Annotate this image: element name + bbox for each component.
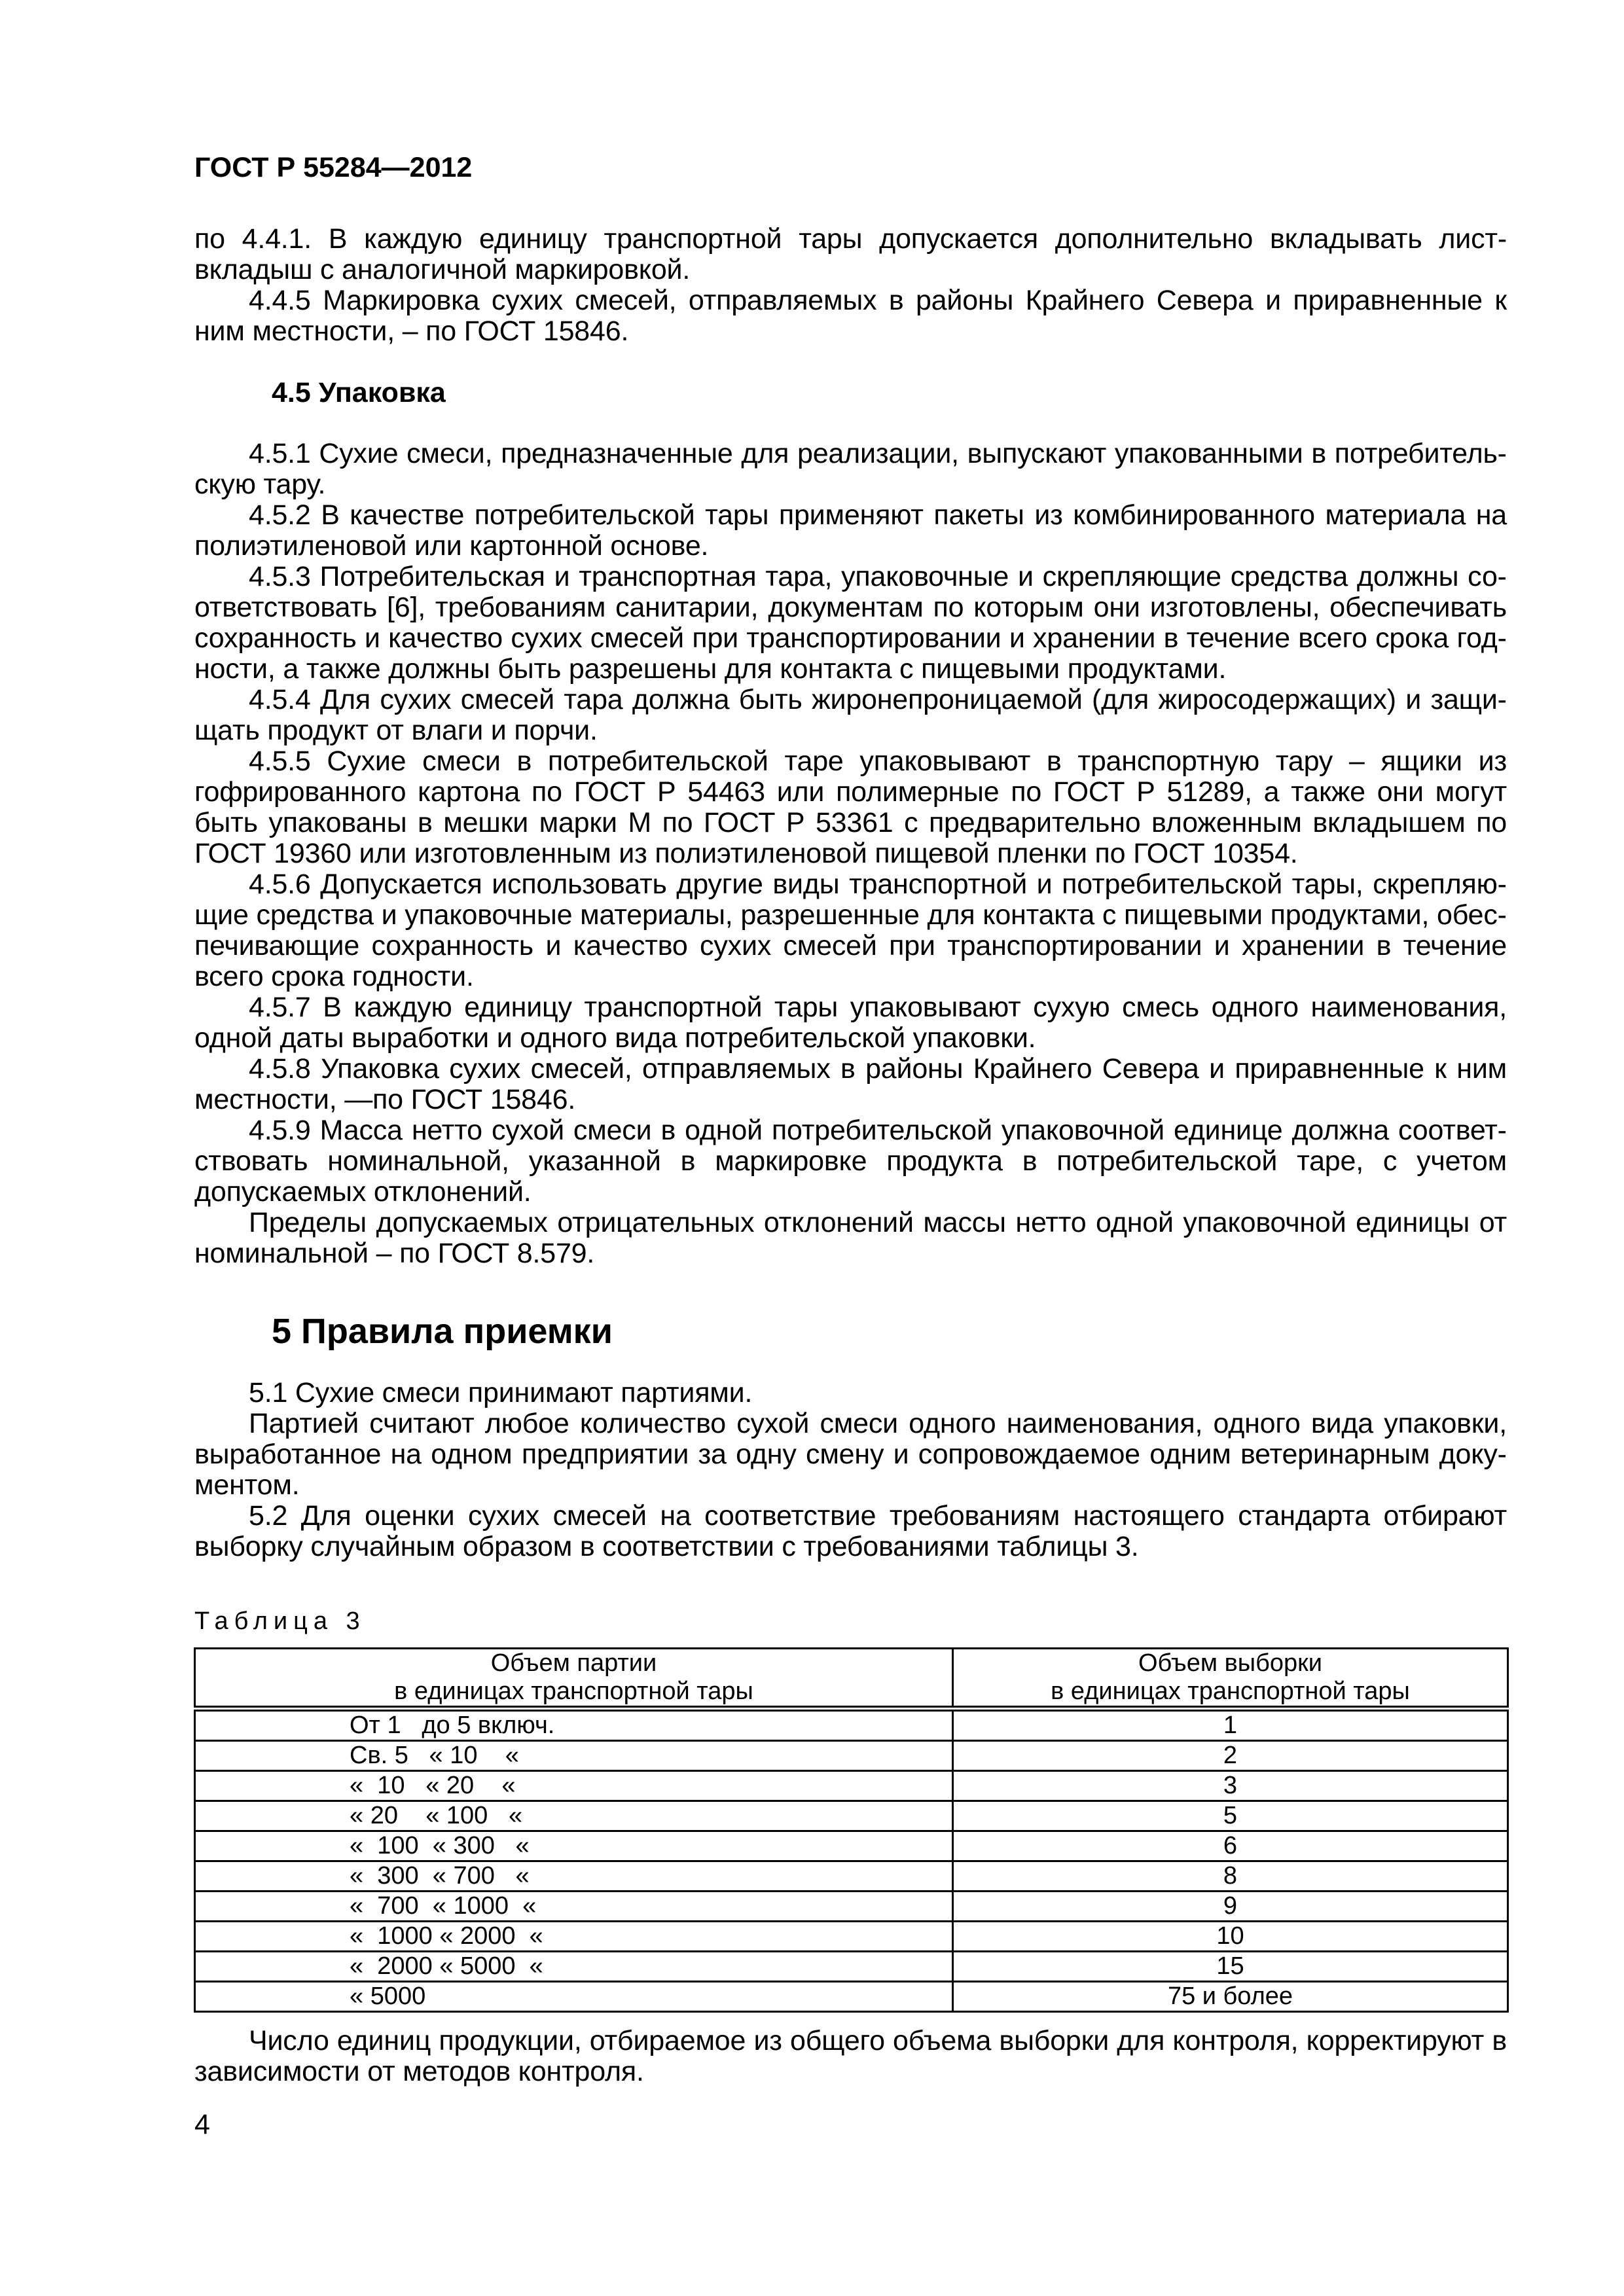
- paragraph-4-4-4-continuation: по 4.4.1. В каждую единицу транспортной тары допускается дополнительно вкладывать лист-вкладыш с аналогичной маркировкой.: [194, 223, 1507, 285]
- sample-size-cell: 3: [953, 1771, 1508, 1801]
- table-row: [195, 1922, 1508, 1952]
- column-header-sample-volume: [953, 1649, 1508, 1709]
- paragraph-4-5-9: 4.5.9 Масса нетто сухой смеси в одной потребительской упаковочной единице должна соответствовать номинальной, указанной в маркировке продукта в потребительской таре, с учетом допускаемых отклонений.: [194, 1115, 1507, 1208]
- table-row: [195, 1982, 1508, 2012]
- table-3-sampling: [194, 1647, 1509, 2013]
- page-number: 4: [194, 2109, 210, 2140]
- batch-range-cell: « 700 « 1000 «: [195, 1892, 953, 1922]
- paragraph-4-4-5: 4.4.5 Маркировка сухих смесей, отправляемых в районы Крайнего Севера и приравненные к ним местности, – по ГОСТ 15846.: [194, 285, 1507, 347]
- closing-block: [194, 2026, 1507, 2087]
- header-line: Объем партии: [490, 1649, 657, 1677]
- header-line: в единицах транспортной тары: [394, 1677, 753, 1705]
- batch-range-cell: « 5000: [195, 1982, 953, 2012]
- section-heading-5: 5 Правила приемки: [272, 1312, 613, 1351]
- batch-range-cell: « 20 « 100 «: [195, 1801, 953, 1831]
- table-caption: Таблица 3: [194, 1607, 366, 1635]
- batch-range-cell: « 2000 « 5000 «: [195, 1952, 953, 1982]
- sample-size-cell: 10: [953, 1922, 1508, 1952]
- batch-range-cell: « 300 « 700 «: [195, 1861, 953, 1892]
- header-line: в единицах транспортной тары: [1051, 1677, 1410, 1705]
- sample-size-cell: 75 и более: [953, 1982, 1508, 2012]
- paragraph-4-5-4: 4.5.4 Для сухих смесей тара должна быть жиронепроницаемой (для жиросодержащих) и защищать продукт от влаги и порчи.: [194, 684, 1507, 746]
- batch-range-cell: Св. 5 « 10 «: [195, 1741, 953, 1771]
- continuation-block: [194, 224, 1507, 347]
- sample-size-cell: 6: [953, 1831, 1508, 1861]
- paragraph-mass-tolerance: Пределы допускаемых отрицательных отклонений массы нетто одной упаковочной единицы от номинальной – по ГОСТ 8.579.: [194, 1207, 1507, 1269]
- sample-size-cell: 2: [953, 1741, 1508, 1771]
- document-code-header: ГОСТ Р 55284—2012: [194, 152, 473, 183]
- table-row: [195, 1741, 1508, 1771]
- paragraph-4-5-5: 4.5.5 Сухие смеси в потребительской таре упаковывают в транспортную тару – ящики из гофрированного картона по ГОСТ Р 54463 или полимерные по ГОСТ Р 51289, а также они могут быть упакованы в мешки марки М по ГОСТ Р 53361 с предварительно вложенным вкладышем по ГОСТ 19360 или изготовленным из полиэтиленовой пищевой пленки по ГОСТ 10354.: [194, 745, 1507, 869]
- table-row: [195, 1892, 1508, 1922]
- section-5-body: [194, 1378, 1507, 1562]
- batch-range-cell: « 10 « 20 «: [195, 1771, 953, 1801]
- paragraph-5-2: 5.2 Для оценки сухих смесей на соответствие требованиям настоящего стандарта отбирают выборку случайным образом в соответствии с требованиями таблицы 3.: [194, 1500, 1507, 1562]
- paragraph-4-5-3: 4.5.3 Потребительская и транспортная тара, упаковочные и скрепляющие средства должны соответствовать [6], требованиям санитарии, документам по которым они изготовлены, обеспечивать сохранность и качество сухих смесей при транспортировании и хранении в течение всего срока годности, а также должны быть разрешены для контакта с пищевыми продуктами.: [194, 561, 1507, 685]
- paragraph-4-5-7: 4.5.7 В каждую единицу транспортной тары упаковывают сухую смесь одного наименования, одной даты выработки и одного вида потребительской упаковки.: [194, 992, 1507, 1054]
- header-line: Объем выборки: [1138, 1649, 1322, 1677]
- column-header-batch-volume: [195, 1649, 953, 1709]
- sample-size-cell: 1: [953, 1709, 1508, 1741]
- sample-size-cell: 5: [953, 1801, 1508, 1831]
- table-row: [195, 1861, 1508, 1892]
- paragraph-4-5-8: 4.5.8 Упаковка сухих смесей, отправляемых в районы Крайнего Севера и приравненные к ним местности, —по ГОСТ 15846.: [194, 1053, 1507, 1115]
- batch-range-cell: « 100 « 300 «: [195, 1831, 953, 1861]
- table-row: [195, 1709, 1508, 1741]
- paragraph-sample-count-note: Число единиц продукции, отбираемое из общего объема выборки для контроля, корректируют в зависимости от методов контроля.: [194, 2025, 1507, 2087]
- table-row: [195, 1771, 1508, 1801]
- table-header-row: [195, 1649, 1508, 1709]
- paragraph-4-5-1: 4.5.1 Сухие смеси, предназначенные для реализации, выпускают упакованными в потребительскую тару.: [194, 438, 1507, 500]
- table-row: [195, 1952, 1508, 1982]
- batch-range-cell: « 1000 « 2000 «: [195, 1922, 953, 1952]
- section-4-5-body: [194, 439, 1507, 1269]
- sample-size-cell: 8: [953, 1861, 1508, 1892]
- table-row: [195, 1831, 1508, 1861]
- paragraph-batch-definition: Партией считают любое количество сухой смеси одного наименования, одного вида упаковки, выработанное на одном предприятии за одну смену и сопровождаемое одним ветеринарным документом.: [194, 1408, 1507, 1501]
- batch-range-cell: От 1 до 5 включ.: [195, 1709, 953, 1741]
- paragraph-4-5-6: 4.5.6 Допускается использовать другие виды транспортной и потребительской тары, скрепляющие средства и упаковочные материалы, разрешенные для контакта с пищевыми продуктами, обеспечивающие сохранность и качество сухих смесей при транспортировании и хранении в течение всего срока годности.: [194, 869, 1507, 992]
- sample-size-cell: 9: [953, 1892, 1508, 1922]
- paragraph-5-1: 5.1 Сухие смеси принимают партиями.: [249, 1377, 753, 1408]
- sample-size-cell: 15: [953, 1952, 1508, 1982]
- table-row: [195, 1801, 1508, 1831]
- section-heading-4-5: 4.5 Упаковка: [272, 377, 446, 408]
- paragraph-4-5-2: 4.5.2 В качестве потребительской тары применяют пакеты из комбинированного материала на полиэтиленовой или картонной основе.: [194, 499, 1507, 562]
